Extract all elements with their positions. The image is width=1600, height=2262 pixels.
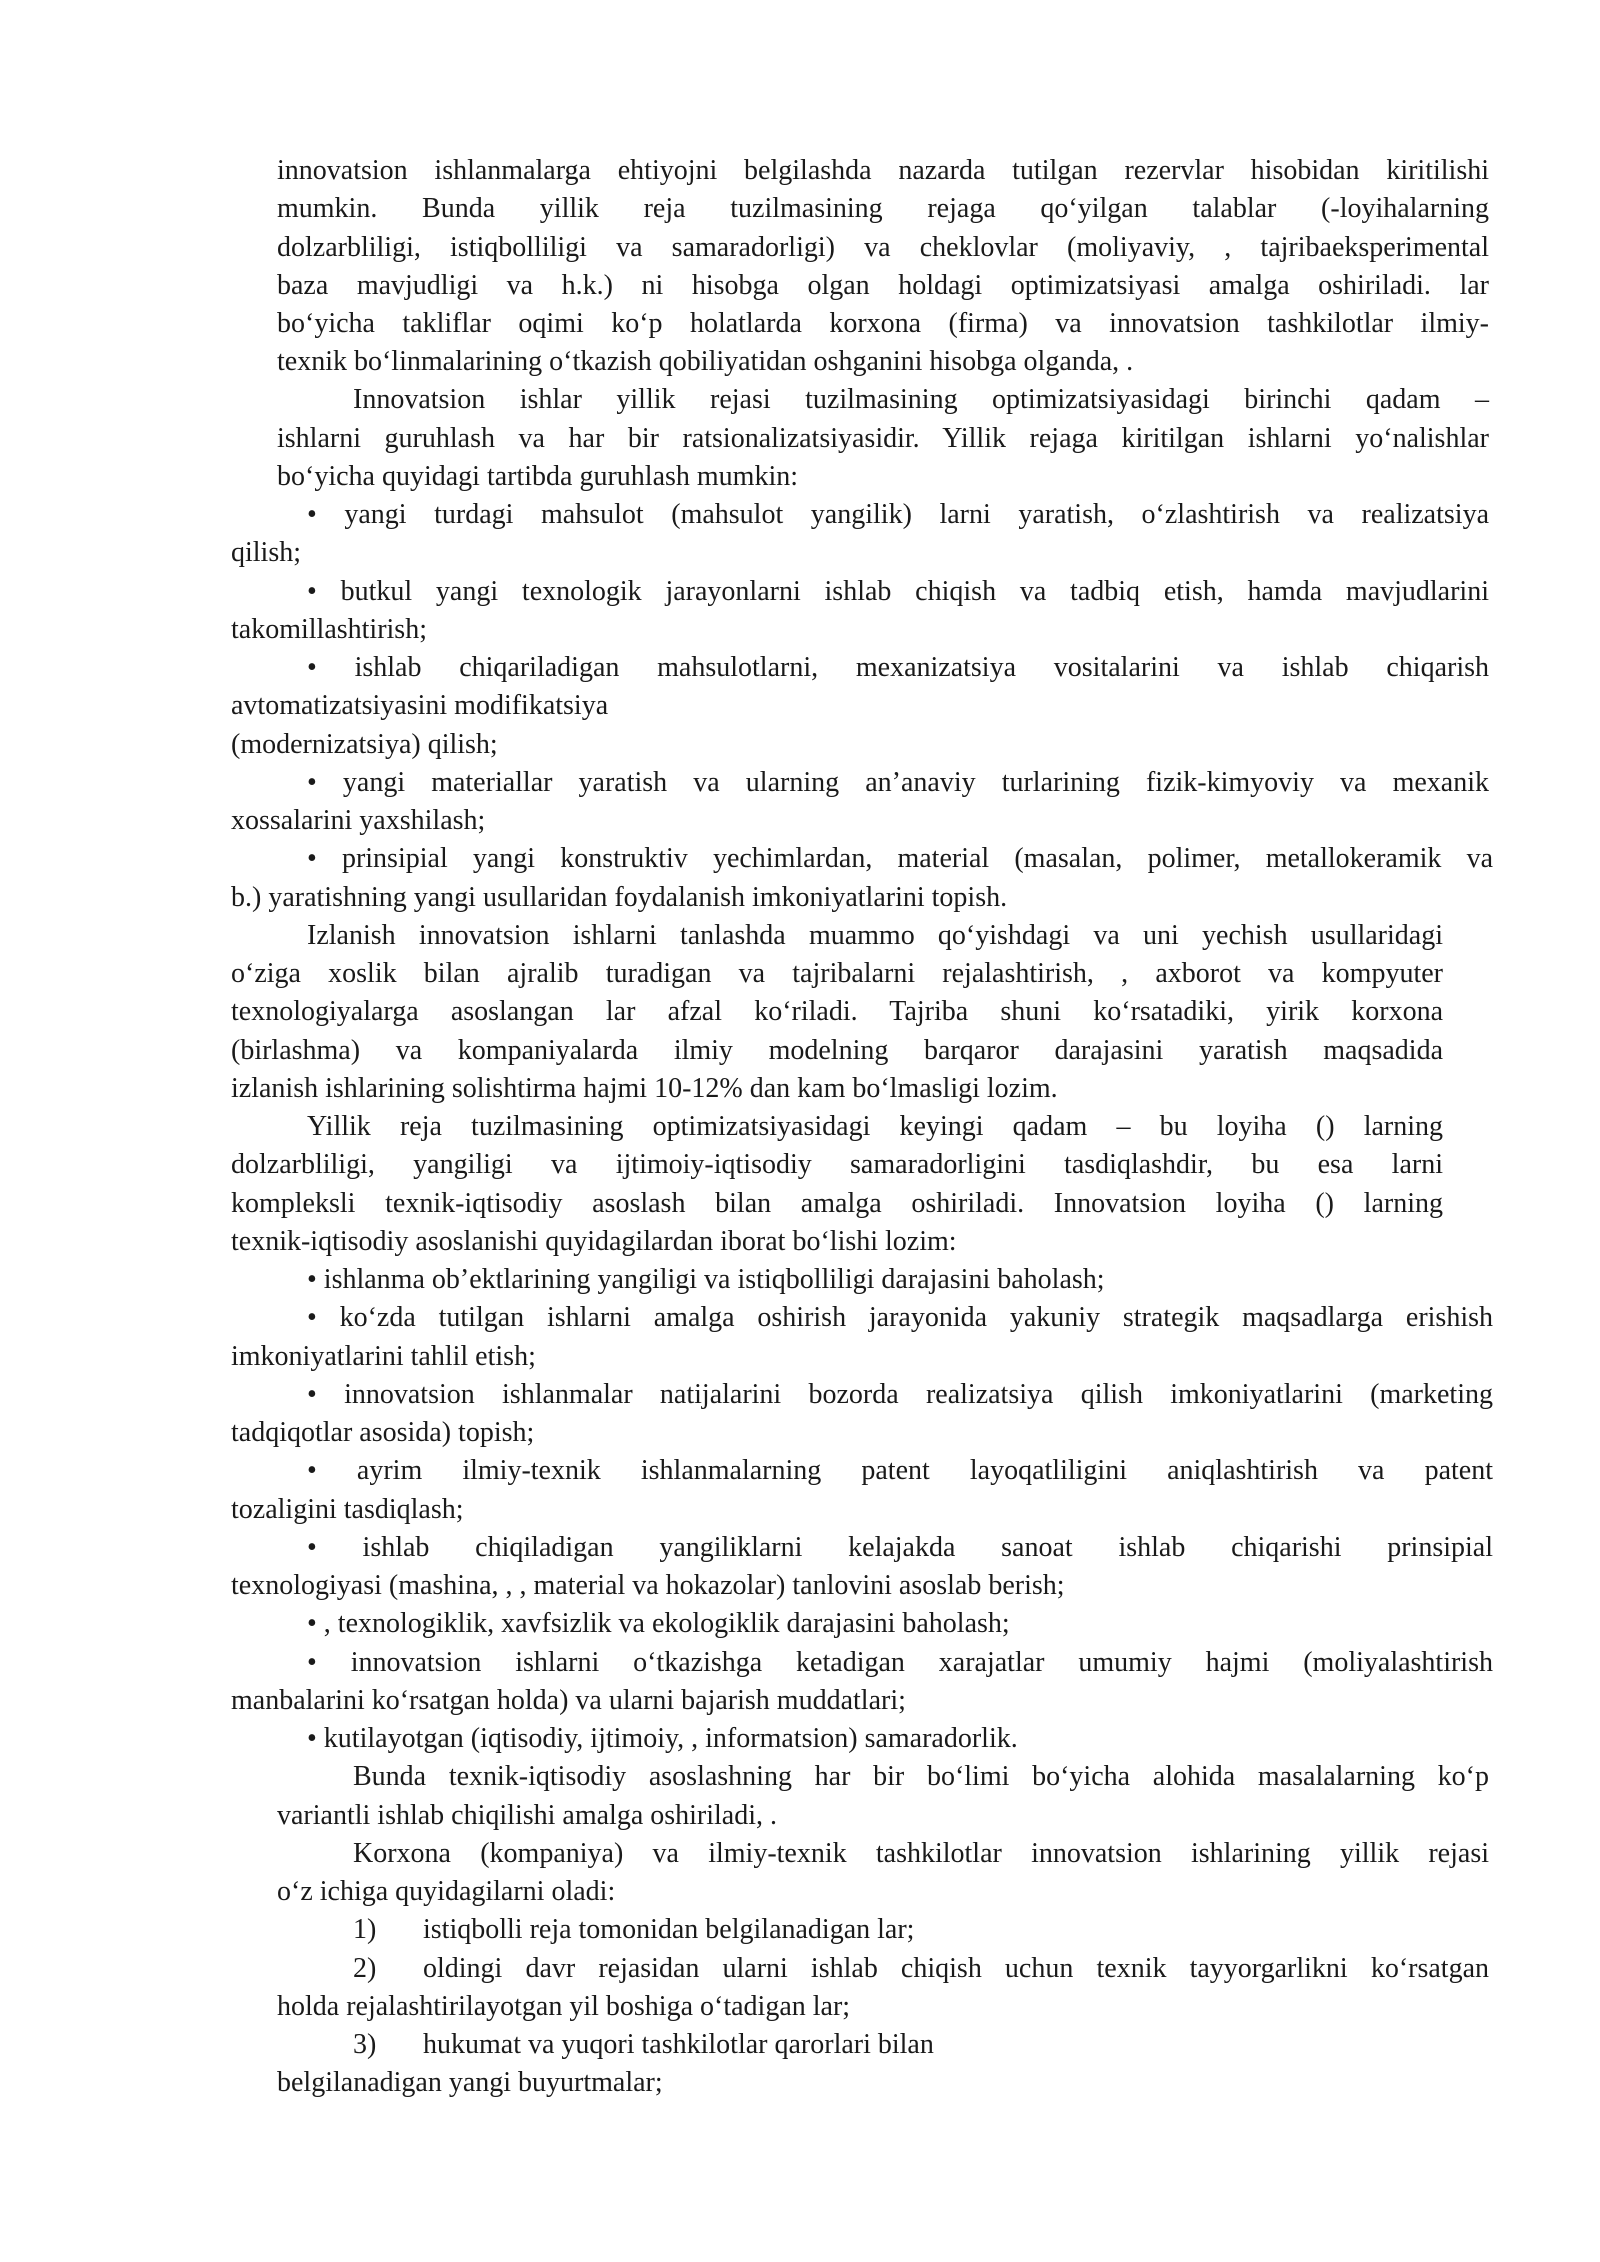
bullet-item: • prinsipial yangi konstruktiv yechimlardan, material (masalan, polimer, metallokeramik va [307, 843, 1493, 874]
text-line: bo‘yicha quyidagi tartibda guruhlash mumkin: [277, 461, 799, 492]
text-line: izlanish ishlarining solishtirma hajmi 10-12% dan kam bo‘lmasligi lozim. [231, 1073, 1058, 1104]
bullet-item: • butkul yangi texnologik jarayonlarni ishlab chiqish va tadbiq etish, hamda mavjudlarini [307, 576, 1489, 607]
text-line: holda rejalashtirilayotgan yil boshiga o‘tadigan lar; [277, 1991, 851, 2022]
list-number: 3) [353, 2029, 377, 2060]
text-line: mumkin. Bunda yillik reja tuzilmasining rejaga qo‘yilgan talablar (-loyihalarning [277, 193, 1489, 224]
text-line: xossalarini yaxshilash; [231, 805, 486, 836]
bullet-item: • kutilayotgan (iqtisodiy, ijtimoiy, , informatsion) samaradorlik. [307, 1723, 1018, 1754]
text-line: texnologiyalarga asoslangan lar afzal ko‘riladi. Tajriba shuni ko‘rsatadiki, yirik korxona [231, 996, 1443, 1027]
text-line: imkoniyatlarini tahlil etish; [231, 1341, 536, 1372]
text-line: bo‘yicha takliflar oqimi ko‘p holatlarda korxona (firma) va innovatsion tashkilotlar ilmiy- [277, 308, 1489, 339]
text-line: (modernizatsiya) qilish; [231, 729, 498, 760]
bullet-item: • ayrim ilmiy-texnik ishlanmalarning patent layoqatliligini aniqlashtirish va patent [307, 1455, 1493, 1486]
text-line: avtomatizatsiyasini modifikatsiya [231, 690, 609, 721]
text-line: dolzarbliligi, istiqbolliligi va samaradorligi) va cheklovlar (moliyaviy, , tajribaeksperimental [277, 232, 1489, 263]
text-line: o‘ziga xoslik bilan ajralib turadigan va tajribalarni rejalashtirish, , axborot va kompyuter [231, 958, 1443, 989]
bullet-item: • innovatsion ishlanmalar natijalarini bozorda realizatsiya qilish imkoniyatlarini (marketing [307, 1379, 1493, 1410]
text-line: Izlanish innovatsion ishlarni tanlashda muammo qo‘yishdagi va uni yechish usullaridagi [307, 920, 1443, 951]
bullet-item: • innovatsion ishlarni o‘tkazishga ketadigan xarajatlar umumiy hajmi (moliyalashtirish [307, 1647, 1493, 1678]
text-line: innovatsion ishlanmalarga ehtiyojni belgilashda nazarda tutilgan rezervlar hisobidan kiritilishi [277, 155, 1489, 186]
bullet-item: • , texnologiklik, xavfsizlik va ekologiklik darajasini baholash; [307, 1608, 1010, 1639]
list-number: 1) [353, 1914, 377, 1945]
bullet-item: • ko‘zda tutilgan ishlarni amalga oshirish jarayonida yakuniy strategik maqsadlarga erishish [307, 1302, 1493, 1333]
text-line: ishlarni guruhlash va har bir ratsionalizatsiyasidir. Yillik rejaga kiritilgan ishlarni yo‘nalishlar [277, 423, 1489, 454]
text-line: takomillashtirish; [231, 614, 427, 645]
text-line: Bunda texnik-iqtisodiy asoslashning har bir bo‘limi bo‘yicha alohida masalalarning ko‘p [353, 1761, 1489, 1792]
list-item: hukumat va yuqori tashkilotlar qarorlari bilan [423, 2029, 934, 2060]
text-line: texnik bo‘linmalarining o‘tkazish qobiliyatidan oshganini hisobga olganda, . [277, 346, 1134, 377]
text-line: Innovatsion ishlar yillik rejasi tuzilmasining optimizatsiyasidagi birinchi qadam – [353, 384, 1489, 415]
bullet-item: • yangi materiallar yaratish va ularning an’anaviy turlarining fizik-kimyoviy va mexanik [307, 767, 1489, 798]
text-line: variantli ishlab chiqilishi amalga oshiriladi, . [277, 1800, 778, 1831]
bullet-item: • ishlab chiqiladigan yangiliklarni kelajakda sanoat ishlab chiqarishi prinsipial [307, 1532, 1493, 1563]
text-line: (birlashma) va kompaniyalarda ilmiy modelning barqaror darajasini yaratish maqsadida [231, 1035, 1443, 1066]
list-item: istiqbolli reja tomonidan belgilanadigan lar; [423, 1914, 915, 1945]
list-number: 2) [353, 1953, 377, 1984]
text-line: dolzarbliligi, yangiligi va ijtimoiy-iqtisodiy samaradorligini tasdiqlashdir, bu esa larni [231, 1149, 1443, 1180]
text-line: tozaligini tasdiqlash; [231, 1494, 464, 1525]
text-line: Korxona (kompaniya) va ilmiy-texnik tashkilotlar innovatsion ishlarining yillik rejasi [353, 1838, 1489, 1869]
text-line: tadqiqotlar asosida) topish; [231, 1417, 535, 1448]
bullet-item: • ishlanma ob’ektlarining yangiligi va istiqbolliligi darajasini baholash; [307, 1264, 1105, 1295]
text-line: belgilanadigan yangi buyurtmalar; [277, 2067, 663, 2098]
bullet-item: • yangi turdagi mahsulot (mahsulot yangilik) larni yaratish, o‘zlashtirish va realizatsiya [307, 499, 1489, 530]
text-line: texnologiyasi (mashina, , , material va hokazolar) tanlovini asoslab berish; [231, 1570, 1065, 1601]
text-line: manbalarini ko‘rsatgan holda) va ularni bajarish muddatlari; [231, 1685, 906, 1716]
text-line: o‘z ichiga quyidagilarni oladi: [277, 1876, 616, 1907]
text-line: qilish; [231, 537, 302, 568]
text-line: Yillik reja tuzilmasining optimizatsiyasidagi keyingi qadam – bu loyiha () larning [307, 1111, 1443, 1142]
bullet-item: • ishlab chiqariladigan mahsulotlarni, mexanizatsiya vositalarini va ishlab chiqarish [307, 652, 1489, 683]
text-line: b.) yaratishning yangi usullaridan foydalanish imkoniyatlarini topish. [231, 882, 1008, 913]
text-line: texnik-iqtisodiy asoslanishi quyidagilardan iborat bo‘lishi lozim: [231, 1226, 957, 1257]
text-line: kompleksli texnik-iqtisodiy asoslash bilan amalga oshiriladi. Innovatsion loyiha () larning [231, 1188, 1443, 1219]
text-line: baza mavjudligi va h.k.) ni hisobga olgan holdagi optimizatsiyasi amalga oshiriladi. lar [277, 270, 1489, 301]
list-item: oldingi davr rejasidan ularni ishlab chiqish uchun texnik tayyorgarlikni ko‘rsatgan [423, 1953, 1489, 1984]
